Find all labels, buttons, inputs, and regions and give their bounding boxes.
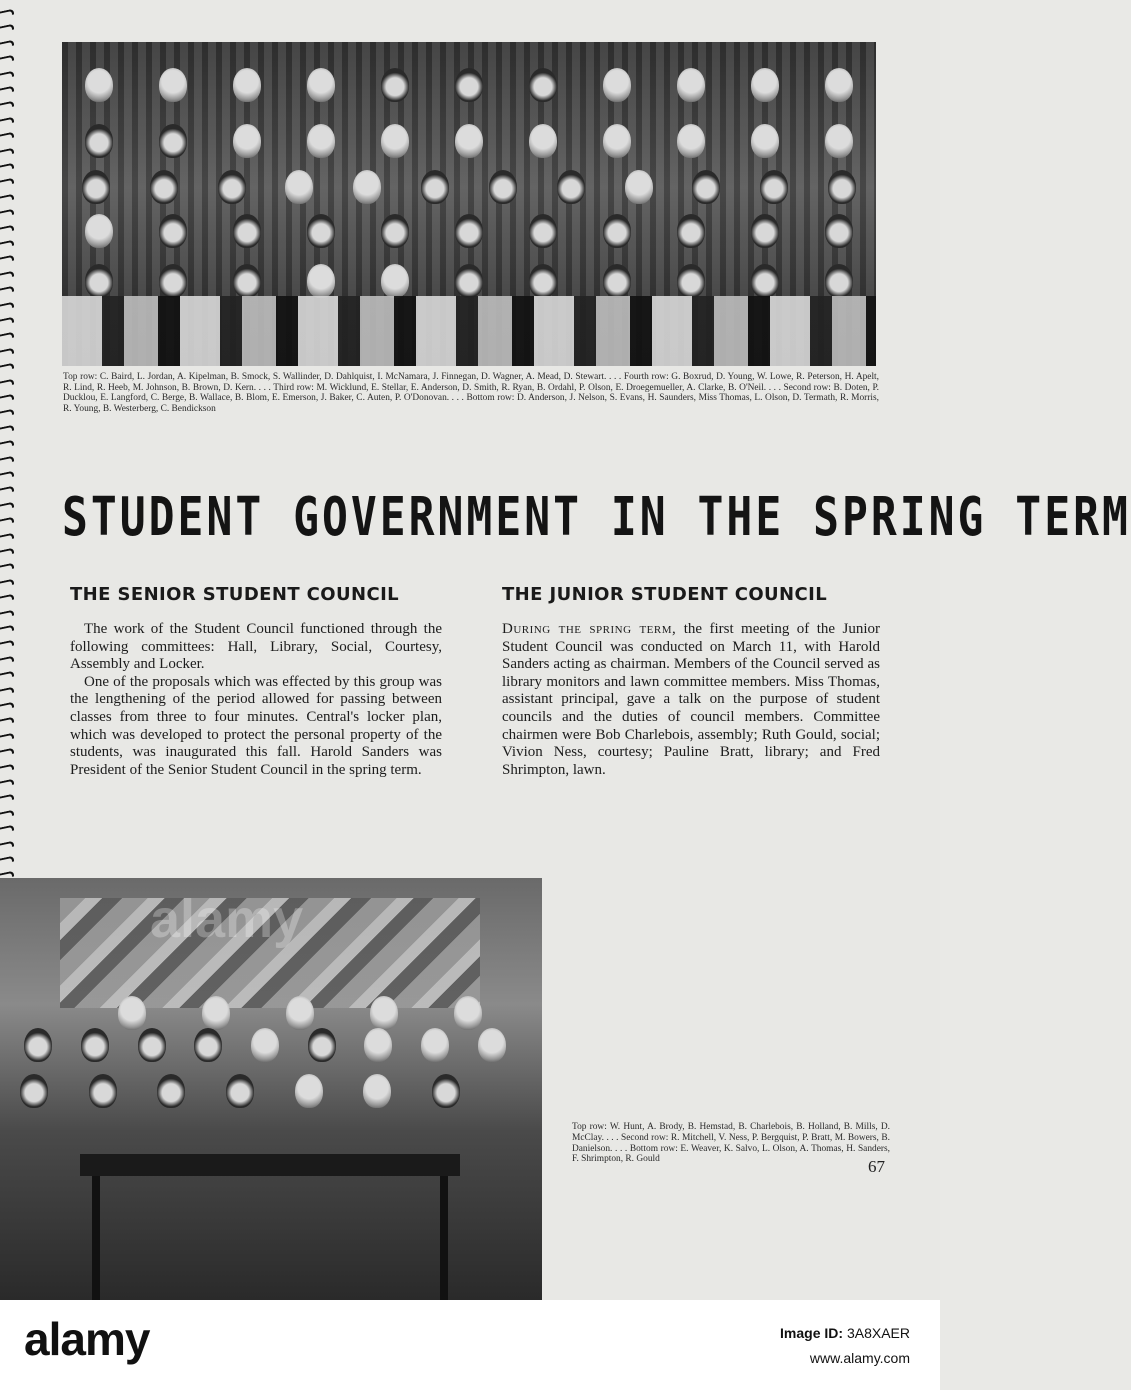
- photo-top-row: [62, 68, 876, 102]
- spiral-coil: [0, 471, 14, 480]
- spiral-coil: [0, 763, 14, 772]
- spiral-coil: [0, 578, 14, 587]
- junior-council-paragraph: [502, 621, 880, 779]
- student-council-group-photo: [62, 42, 876, 366]
- spiral-coil: [0, 517, 14, 526]
- senior-council-heading: THE SENIOR STUDENT COUNCIL: [70, 584, 400, 605]
- bottom-photo-top-row: [90, 996, 510, 1030]
- spiral-coil: [0, 671, 14, 680]
- spiral-coil: [0, 856, 14, 865]
- senior-council-column: [70, 584, 442, 779]
- spiral-coil: [0, 625, 14, 634]
- spiral-coil: [0, 178, 14, 187]
- spiral-coil: [0, 363, 14, 372]
- spiral-coil: [0, 163, 14, 172]
- spiral-coil: [0, 209, 14, 218]
- spiral-coil: [0, 286, 14, 295]
- spiral-coil: [0, 840, 14, 849]
- bottom-photo-second-row: [10, 1028, 520, 1062]
- spiral-coil: [0, 732, 14, 741]
- spiral-coil: [0, 794, 14, 803]
- spiral-coil: [0, 101, 14, 110]
- image-url: www.alamy.com: [809, 1350, 910, 1366]
- page-number: 67: [868, 1157, 885, 1176]
- spiral-coil: [0, 240, 14, 249]
- spiral-coil: [0, 70, 14, 79]
- spiral-coil: [0, 147, 14, 156]
- spiral-coil: [0, 655, 14, 664]
- spiral-coil: [0, 332, 14, 341]
- spiral-coil: [0, 224, 14, 233]
- spiral-coil: [0, 409, 14, 418]
- spiral-coil: [0, 116, 14, 125]
- image-id-value: 3A8XAER: [846, 1325, 910, 1341]
- spiral-coil: [0, 255, 14, 264]
- spiral-coil: [0, 640, 14, 649]
- spiral-coil: [0, 24, 14, 33]
- junior-council-lead: During the spring term,: [502, 621, 677, 637]
- photo-fourth-row: [62, 124, 876, 158]
- spiral-coil: [0, 132, 14, 141]
- spiral-coil: [0, 779, 14, 788]
- spiral-coil: [0, 9, 14, 18]
- spiral-coil: [0, 440, 14, 449]
- spiral-coil: [0, 748, 14, 757]
- watermark-text: alamy: [150, 889, 304, 949]
- spiral-coil: [0, 270, 14, 279]
- photo-second-row: [62, 214, 876, 248]
- bottom-photo-front-row: [0, 1074, 480, 1108]
- bottom-photo-caption: Top row: W. Hunt, A. Brody, B. Hemstad, B. Charlebois, B. Holland, B. Mills, D. McClay. . . . Second row: R. Mitchell, V. Ness, P. Bergquist, P. Bratt, M. Bowers, B. Danielson. . . . Bottom row: E. Weaver, K. Salvo, L. Olson, A. Thomas, H. Sanders, F. Shrimpton, R. Gould: [572, 1122, 890, 1165]
- spiral-coil: [0, 317, 14, 326]
- junior-council-heading: THE JUNIOR STUDENT COUNCIL: [502, 584, 828, 605]
- image-id-label: Image ID:: [780, 1325, 844, 1341]
- page-headline: STUDENT GOVERNMENT IN THE SPRING TERM: [62, 486, 1131, 549]
- spiral-coil: [0, 501, 14, 510]
- table-leg: [92, 1176, 100, 1300]
- image-id: [780, 1325, 910, 1341]
- spiral-coil: [0, 486, 14, 495]
- spiral-coil: [0, 455, 14, 464]
- spiral-coil: [0, 394, 14, 403]
- spiral-coil: [0, 193, 14, 202]
- spiral-coil: [0, 717, 14, 726]
- junior-council-group-photo: [0, 878, 542, 1300]
- spiral-coil: [0, 424, 14, 433]
- junior-council-body: the first meeting of the Junior Student Council was conducted on March 11, with Harold Sanders acting as chairman. Members of the Council served as library monitors and lawn committee members. Miss Thomas, assistant principal, gave a talk on the purpose of student councils and the duties of council members. Committee chairmen were Bob Charlebois, assembly; Ruth Gould, social; Vivion Ness, courtesy; Pauline Bratt, library; and Fred Shrimpton, lawn.: [502, 621, 880, 778]
- spiral-coil: [0, 809, 14, 818]
- alamy-logo: alamy: [24, 1313, 150, 1365]
- senior-council-paragraph-2: One of the proposals which was effected by this group was the lengthening of the period allowed for passing between classes from three to four minutes. Central's locker plan, which was developed to protect the personal property of the students, was inaugurated this fall. Harold Sanders was President of the Senior Student Council in the spring term.: [70, 673, 442, 778]
- photo-clothing: [62, 296, 876, 366]
- table-leg: [440, 1176, 448, 1300]
- spiral-coil: [0, 301, 14, 310]
- spiral-coil: [0, 825, 14, 834]
- senior-council-paragraph-1: The work of the Student Council functioned through the following committees: Hall, Library, Social, Courtesy, Assembly and Locker.: [70, 621, 442, 673]
- meeting-table: [80, 1154, 460, 1176]
- spiral-coil: [0, 532, 14, 541]
- spiral-coil: [0, 378, 14, 387]
- spiral-coil: [0, 609, 14, 618]
- spiral-coil: [0, 563, 14, 572]
- spiral-coil: [0, 702, 14, 711]
- junior-council-column: [502, 584, 880, 779]
- spiral-coil: [0, 548, 14, 557]
- top-photo-caption: Top row: C. Baird, L. Jordan, A. Kipelman, B. Smock, S. Wallinder, D. Dahlquist, I. McNamara, J. Finnegan, D. Wagner, A. Mead, D. Stewart. . . . Fourth row: G. Boxrud, D. Young, W. Lowe, R. Peterson, H. Apelt, R. Lind, R. Heeb, M. Johnson, B. Brown, D. Kern. . . . Third row: M. Wicklund, E. Stellar, E. Anderson, D. Smith, R. Ryan, B. Ordahl, P. Olson, E. Droegemueller, A. Clarke, B. O'Neil. . . . Second row: B. Doten, P. Ducklou, E. Langford, C. Berge, B. Wallace, B. Blom, E. Emerson, J. Baker, C. Auten, P. O'Donovan. . . . Bottom row: D. Anderson, J. Nelson, S. Evans, H. Saunders, Miss Thomas, L. Olson, D. Termath, R. Morris, R. Young, B. Westerberg, C. Bendickson: [63, 372, 879, 414]
- spiral-coil: [0, 594, 14, 603]
- spiral-coil: [0, 39, 14, 48]
- spiral-coil: [0, 55, 14, 64]
- wall-mural: [60, 898, 480, 1008]
- photo-third-row: [62, 170, 876, 204]
- spiral-coil: [0, 347, 14, 356]
- photo-bottom-row: [62, 264, 876, 298]
- spiral-coil: [0, 686, 14, 695]
- spiral-coil: [0, 86, 14, 95]
